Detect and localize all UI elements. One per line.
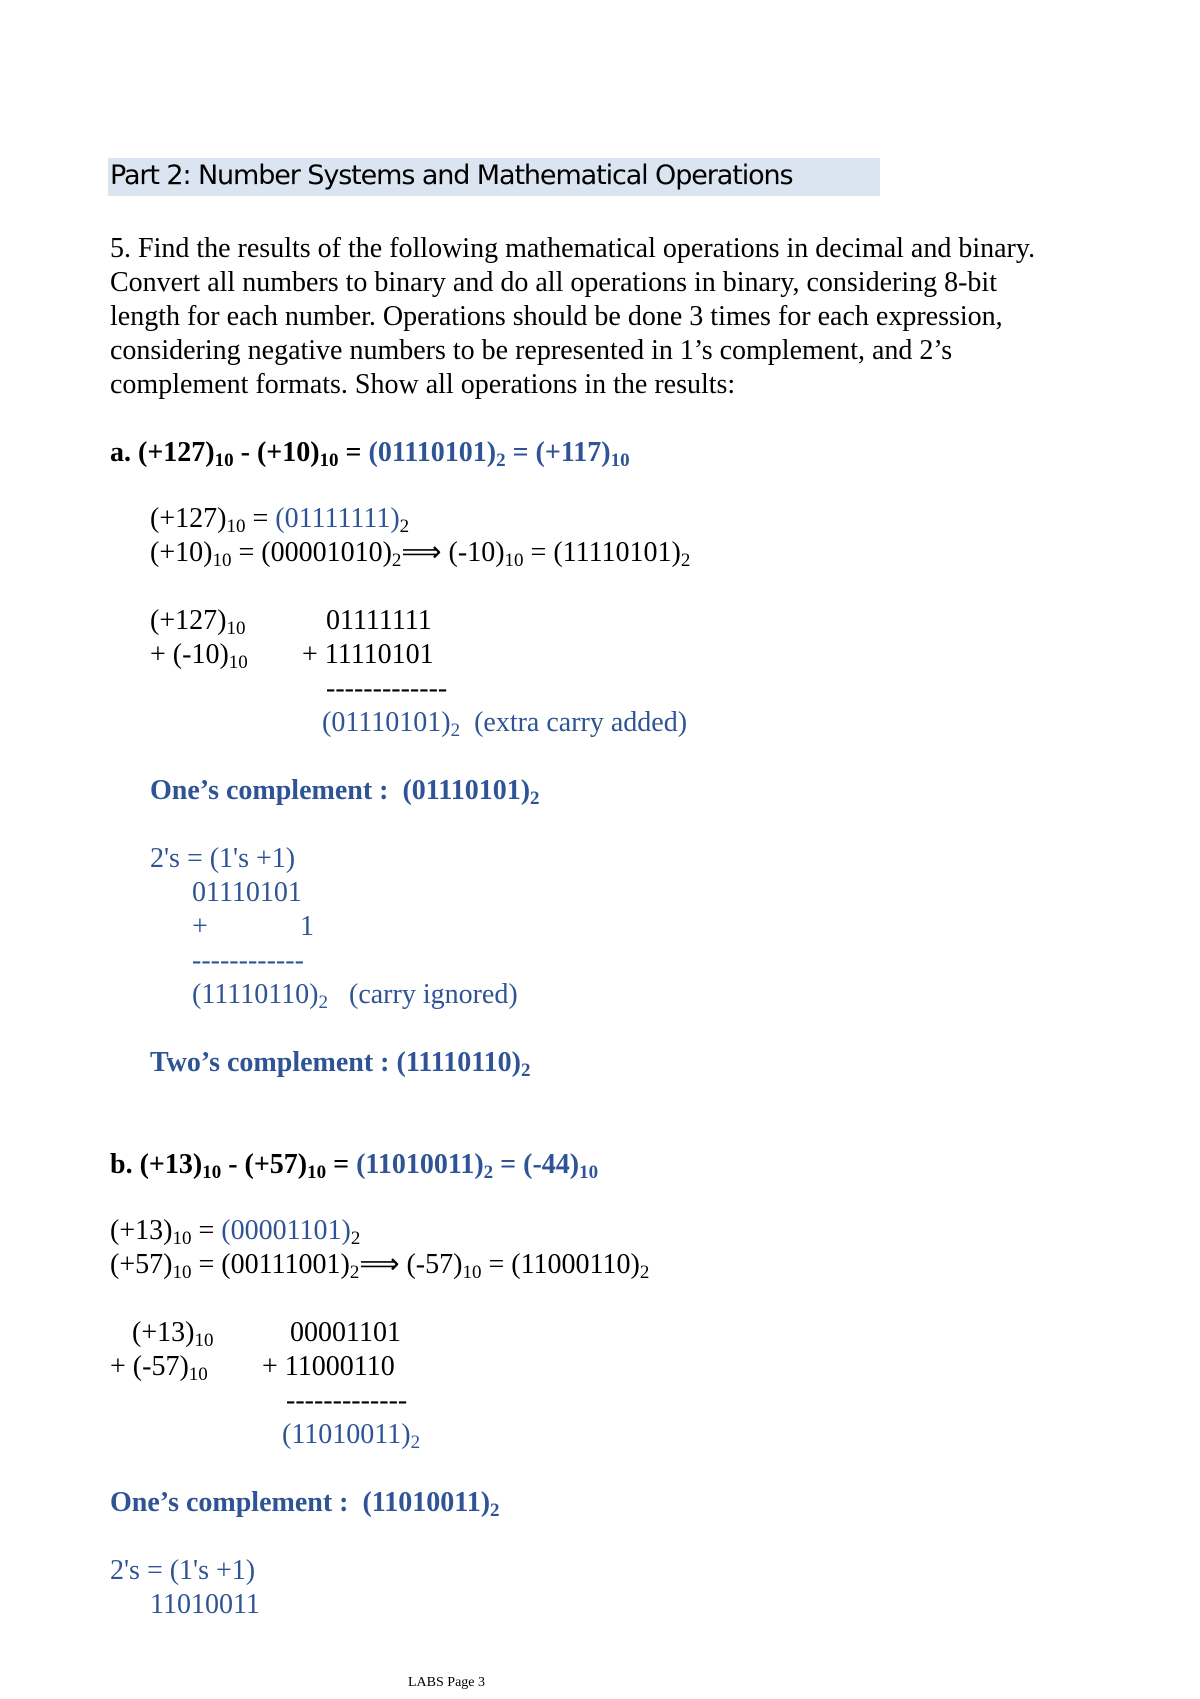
intro-line-3: length for each number. Operations should be done 3 times for each expression,	[110, 301, 1003, 332]
b-conversion-1: $(+13)_{10} = (00001101)_2$	[110, 1215, 361, 1249]
a-addend-1-binary: 01111111	[326, 605, 432, 636]
a-twos-complement: Two’s complement : $(11110110)_2$	[150, 1047, 531, 1081]
b-conversion-2: $(+57)_{10}$ = $(00111001)_2⟹$ $(-57)_{10} = (11000110)_2$	[110, 1249, 650, 1283]
b-addend-1-decimal: $(+13)_{10}$	[132, 1317, 214, 1351]
problem-b-binary-result: $(11010011)_2 = (-44)_{10}$	[356, 1149, 599, 1183]
intro-line-2: Convert all numbers to binary and do all operations in binary, considering 8-bit	[110, 267, 997, 298]
a-twos-rule: ------------	[192, 945, 304, 976]
b-addition-rule: -------------	[286, 1385, 408, 1416]
b-addend-1-binary: 00001101	[290, 1317, 401, 1348]
b-addend-2-binary: + 11000110	[262, 1351, 395, 1382]
a-twos-one: 1	[300, 911, 314, 942]
problem-a-heading: a. $(+127)_{10} - (+10)_{10} = (01110101)_2 = (+117)_{10}$	[110, 437, 630, 471]
a-conversion-1: $(+127)_{10} = (01111111)_2$	[150, 503, 410, 537]
a-twos-operand: 01110101	[192, 877, 302, 908]
page-footer: LABS Page 3	[408, 1675, 485, 1690]
intro-line-4: considering negative numbers to be represented in 1’s complement, and 2’s	[110, 335, 953, 366]
a-addend-2-decimal: + $(-10)_{10}$	[150, 639, 248, 673]
b-twos-operand: 11010011	[150, 1589, 260, 1620]
b-addition-result: $(11010011)_2$	[282, 1419, 421, 1453]
a-addition-result: $(01110101)_2$ (extra carry added)	[322, 707, 688, 741]
problem-a-binary-result: $(01110101)_2 = (+117)_{10}$	[368, 437, 630, 471]
a-twos-formula: 2's = (1's +1)	[150, 843, 296, 874]
intro-line-5: complement formats. Show all operations in the results:	[110, 369, 736, 400]
a-addend-2-binary: + 11110101	[302, 639, 434, 670]
b-addend-2-decimal: + $(-57)_{10}$	[110, 1351, 208, 1385]
b-ones-complement: One’s complement : $(11010011)_2$	[110, 1487, 500, 1521]
intro-line-1: 5. Find the results of the following mathematical operations in decimal and binary.	[110, 233, 1036, 264]
a-twos-result: $(11110110)_2$ (carry ignored)	[192, 979, 518, 1013]
a-twos-plus: +	[192, 911, 208, 942]
section-heading	[108, 158, 880, 196]
a-addend-1-decimal: $(+127)_{10}$	[150, 605, 246, 639]
problem-b-heading: b. $(+13)_{10} - (+57)_{10} = (11010011)_2 = (-44)_{10}$	[110, 1149, 599, 1183]
heading-text: Part 2: Number Systems and Mathematical Operations	[110, 160, 793, 191]
a-addition-rule: -------------	[326, 673, 448, 704]
a-ones-complement: One’s complement : $(01110101)_2$	[150, 775, 540, 809]
a-conversion-2: $(+10)_{10}$ = $(00001010)_2⟹$ $(-10)_{10} = (11110101)_2$	[150, 537, 691, 571]
b-twos-formula: 2's = (1's +1)	[110, 1555, 256, 1586]
